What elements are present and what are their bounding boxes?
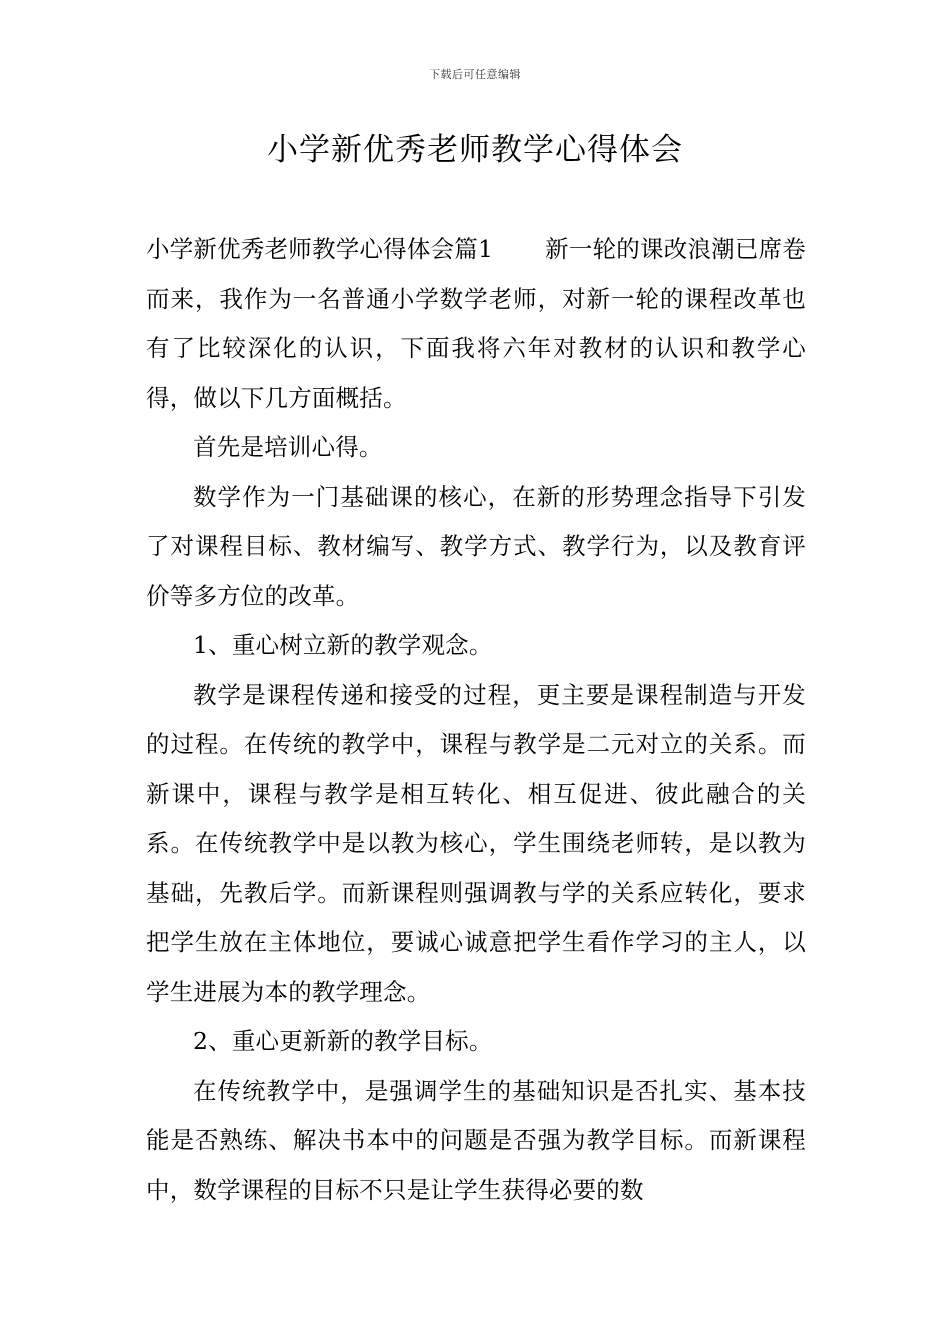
document-body bbox=[146, 225, 806, 1215]
paragraph: 2、重心更新新的教学目标。 bbox=[193, 1027, 493, 1055]
section-heading: 小学新优秀老师教学心得体会篇1 bbox=[146, 235, 494, 263]
paragraph: 数学作为一门基础课的核心，在新的形势理念指导下引发了对课程目标、教材编写、教学方式、教学行为，以及教育评价等多方位的改革。 bbox=[146, 482, 806, 610]
paragraph: 教学是课程传递和接受的过程，更主要是课程制造与开发的过程。在传统的教学中，课程与教学是二元对立的关系。而新课中，课程与教学是相互转化、相互促进、彼此融合的关系。在传统教学中是以教为核心，学生围绕老师转，是以教为基础，先教后学。而新课程则强调教与学的关系应转化，要求把学生放在主体地位，要诚心诚意把学生看作学习的主人，以学生进展为本的教学理念。 bbox=[146, 680, 806, 1006]
paragraph: 首先是培训心得。 bbox=[193, 433, 383, 461]
lead-text: 新一轮的课改浪潮已席卷而来，我作为一名普通小学数学老师，对新一轮的课程改革也有了比较深化的认识，下面我将六年对教材的认识和教学心得，做以下几方面概括。 bbox=[146, 235, 807, 412]
header-note: 下载后可任意编辑 bbox=[429, 68, 521, 81]
lead-paragraph bbox=[146, 225, 806, 423]
paragraph: 在传统教学中，是强调学生的基础知识是否扎实、基本技能是否熟练、解决书本中的问题是否强为教学目标。而新课程中，数学课程的目标不只是让学生获得必要的数 bbox=[146, 1076, 806, 1204]
document-title: 小学新优秀老师教学心得体会 bbox=[267, 132, 683, 168]
paragraph: 1、重心树立新的教学观念。 bbox=[193, 631, 493, 659]
